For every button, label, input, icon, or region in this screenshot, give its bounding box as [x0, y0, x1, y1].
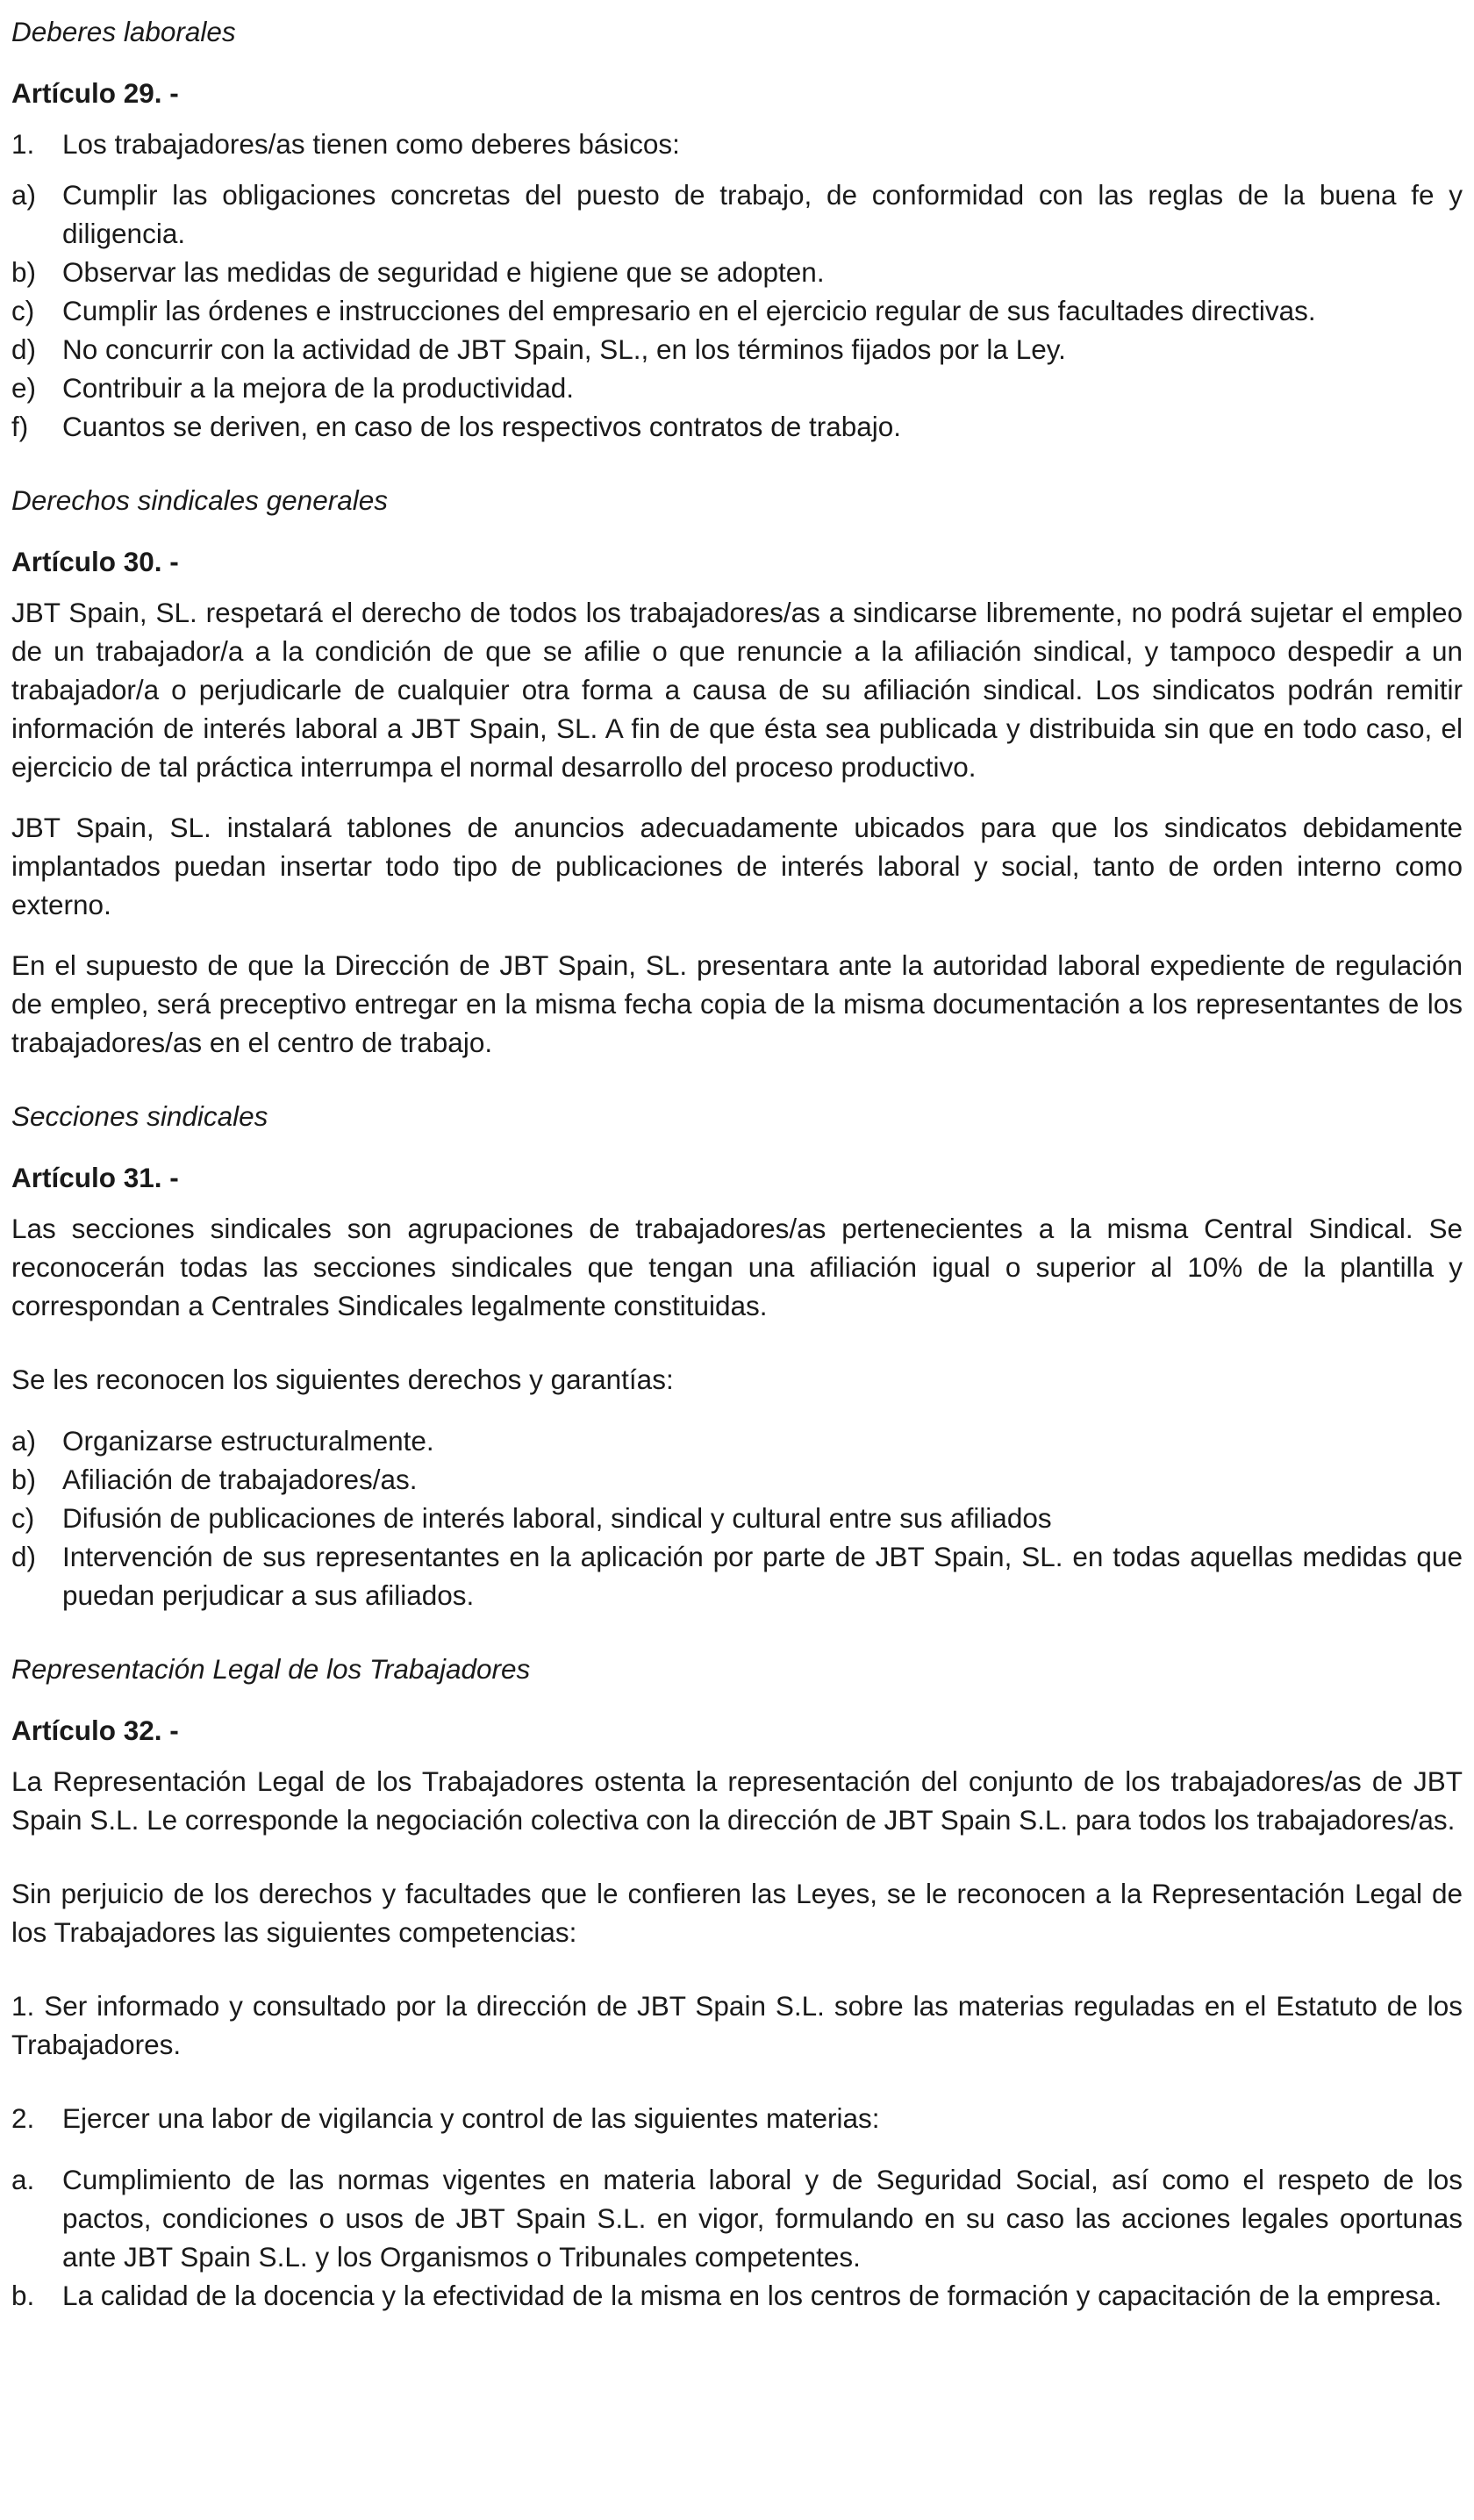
article-31-para-1: Las secciones sindicales son agrupaciones de trabajadores/as pertenecientes a la misma Central Sindical. Se reconocerán todas las secciones sindicales que tengan una afiliación igual o superior al 10% de la plantilla y correspondan a Centrales Sindicales legalmente constituidas.	[11, 1213, 1463, 1321]
article-31-list	[11, 1421, 1463, 1614]
list-marker: b)	[11, 256, 37, 288]
list-text: Afiliación de trabajadores/as.	[62, 1464, 418, 1495]
list-text: Cumplimiento de las normas vigentes en materia laboral y de Seguridad Social, así como el respeto de los pactos, condiciones o usos de JBT Spain S.L. en vigor, formulando en su caso las acciones legales oportunas ante JBT Spain S.L. y los Organismos o Tribunales competentes.	[62, 2164, 1463, 2273]
article-32-para-2: Sin perjuicio de los derechos y facultades que le confieren las Leyes, se le reconocen a la Representación Legal de los Trabajadores las siguientes competencias:	[11, 1878, 1463, 1948]
list-text: Intervención de sus representantes en la aplicación por parte de JBT Spain, SL. en todas aquellas medidas que puedan perjudicar a sus afiliados.	[62, 1541, 1463, 1611]
list-item	[11, 2160, 1463, 2276]
list-text: Los trabajadores/as tienen como deberes básicos:	[62, 128, 680, 160]
article-32-list	[11, 2160, 1463, 2315]
article-31-title: Artículo 31. -	[11, 1162, 179, 1193]
list-marker: c)	[11, 295, 35, 326]
article-29-intro	[11, 125, 1463, 163]
list-item	[11, 2276, 1463, 2315]
list-marker: f)	[11, 411, 29, 442]
list-item	[11, 330, 1463, 369]
list-marker: d)	[11, 1541, 37, 1572]
list-marker: b.	[11, 2280, 35, 2311]
list-marker: c)	[11, 1502, 35, 1534]
article-29-list	[11, 175, 1463, 446]
list-marker: b)	[11, 1464, 37, 1495]
list-item	[11, 291, 1463, 330]
list-item	[11, 1499, 1463, 1537]
list-item	[11, 125, 1463, 163]
list-text: Difusión de publicaciones de interés laboral, sindical y cultural entre sus afiliados	[62, 1502, 1052, 1534]
article-31-para-2: Se les reconocen los siguientes derechos y garantías:	[11, 1364, 674, 1395]
list-item	[11, 1537, 1463, 1614]
list-marker: a)	[11, 179, 37, 211]
list-text: Cumplir las obligaciones concretas del puesto de trabajo, de conformidad con las reglas de la buena fe y diligencia.	[62, 179, 1463, 249]
list-marker: a)	[11, 1425, 37, 1457]
list-item	[11, 1421, 1463, 1460]
list-marker: 1.	[11, 128, 35, 160]
list-item	[11, 369, 1463, 407]
article-32-item-2	[11, 2099, 1463, 2137]
article-32-title: Artículo 32. -	[11, 1715, 179, 1746]
article-30-para-1: JBT Spain, SL. respetará el derecho de todos los trabajadores/as a sindicarse libremente, no podrá sujetar el empleo de un trabajador/a a la condición de que se afilie o que renuncie a la afiliación sindical, y tampoco despedir a un trabajador/a o perjudicarle de cualquier otra forma a causa de su afiliación sindical. Los sindicatos podrán remitir información de interés laboral a JBT Spain, SL. A fin de que ésta sea publicada y distribuida sin que en todo caso, el ejercicio de tal práctica interrumpa el normal desarrollo del proceso productivo.	[11, 597, 1463, 783]
list-text: Cumplir las órdenes e instrucciones del empresario en el ejercicio regular de sus facultades directivas.	[62, 295, 1316, 326]
section-heading-secciones: Secciones sindicales	[11, 1100, 268, 1132]
section-heading-deberes: Deberes laborales	[11, 16, 236, 47]
list-item	[11, 407, 1463, 446]
list-text: Contribuir a la mejora de la productividad.	[62, 372, 575, 404]
list-item	[11, 2099, 1463, 2137]
list-text: Organizarse estructuralmente.	[62, 1425, 434, 1457]
list-marker: 2.	[11, 2102, 35, 2134]
list-text: Observar las medidas de seguridad e higiene que se adopten.	[62, 256, 825, 288]
article-30-title: Artículo 30. -	[11, 546, 179, 577]
list-marker: a.	[11, 2164, 35, 2195]
article-30-para-2: JBT Spain, SL. instalará tablones de anuncios adecuadamente ubicados para que los sindicatos debidamente implantados puedan insertar todo tipo de publicaciones de interés laboral y social, tanto de orden interno como externo.	[11, 812, 1463, 920]
list-text: La calidad de la docencia y la efectividad de la misma en los centros de formación y capacitación de la empresa.	[62, 2280, 1442, 2311]
section-heading-derechos: Derechos sindicales generales	[11, 484, 388, 516]
list-item	[11, 1460, 1463, 1499]
section-heading-representacion: Representación Legal de los Trabajadores	[11, 1653, 531, 1685]
list-text: Ejercer una labor de vigilancia y control de las siguientes materias:	[62, 2102, 880, 2134]
list-text: Cuantos se deriven, en caso de los respectivos contratos de trabajo.	[62, 411, 902, 442]
list-item	[11, 253, 1463, 291]
article-32-para-3: 1. Ser informado y consultado por la dirección de JBT Spain S.L. sobre las materias reguladas en el Estatuto de los Trabajadores.	[11, 1990, 1463, 2060]
article-29-title: Artículo 29. -	[11, 77, 179, 109]
list-marker: d)	[11, 333, 37, 365]
list-marker: e)	[11, 372, 37, 404]
list-text: No concurrir con la actividad de JBT Spain, SL., en los términos fijados por la Ley.	[62, 333, 1066, 365]
list-item	[11, 175, 1463, 253]
article-32-para-1: La Representación Legal de los Trabajadores ostenta la representación del conjunto de los trabajadores/as de JBT Spain S.L. Le corresponde la negociación colectiva con la dirección de JBT Spain S.L. para todos los trabajadores/as.	[11, 1765, 1463, 1836]
article-30-para-3: En el supuesto de que la Dirección de JBT Spain, SL. presentara ante la autoridad laboral expediente de regulación de empleo, será preceptivo entregar en la misma fecha copia de la misma documentación a los representantes de los trabajadores/as en el centro de trabajo.	[11, 949, 1463, 1058]
